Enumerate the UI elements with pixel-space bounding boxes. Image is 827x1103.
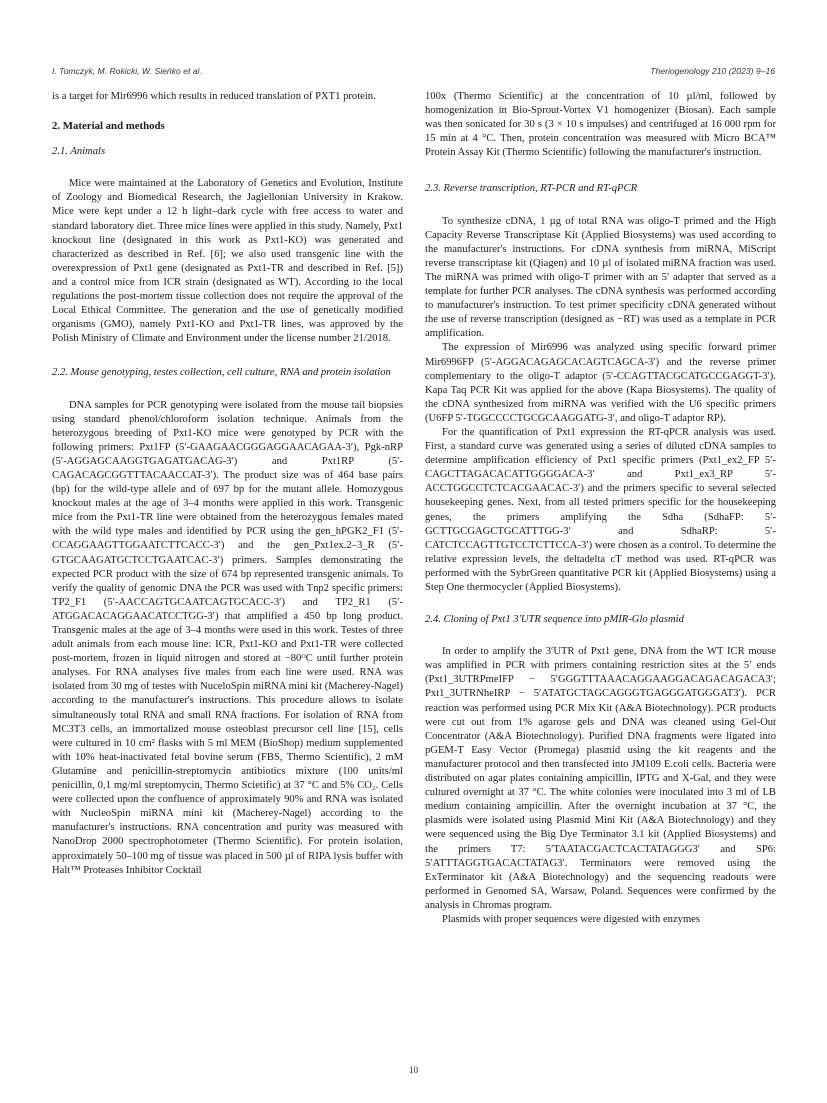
section-heading: 2. Material and methods (52, 120, 165, 133)
header-authors: I. Tomczyk, M. Rokicki, W. Sieńko et al. (52, 66, 202, 76)
paragraph-cloning-1: In order to amplify the 3′UTR of Pxt1 gene, DNA from the WT ICR mouse was amplified in PCR with primers containing restriction sites at the 5′ ends (Pxt1_3UTRPmeIFP − 5′GGGTTTAAACAGGAAGGACAGACAGACA3′; Pxt1_3UTRNheIRP − 5′ATATGCTAGCAGGGTGAGGGATGGGAT3′). PCR reaction was performed using PCR Mix Kit (A&A Biotechnology). PCR products were cut out from 1% agarose gels and DNA was cleaned using Gel-Out Concentrator (A&A Biotechnology). Purified DNA fragments were ligated into pGEM-T Easy Vector (Promega) plasmid using the kit reagents and the manufacturer protocol and then transfected into JM109 E.coli cells. Bacteria were distributed on agar plates containing ampicillin, IPTG and X-Gal, and they were cultured overnight at 37 °C. The white colonies were inoculated into 3 ml of LB medium containing ampicillin. After the overnight incubation at 37 °C, the plasmids were isolated using Plasmid Mini Kit (A&A Biotechnology) and they were sequenced using the Big Dye Terminator 3.1 kit (Applied Biosystems) and the primers T7: 5′TAATACGACTCACTATAGGG3′ and SP6: 5′ATTTAGGTGACACTATAG3′. Terminators were removed using the ExTerminator kit (A&A Biotechnology) and the sequencing readouts were performed in Genomed SA, Warsaw, Poland. Sequences were confirmed by the analysis in Chromas program. (425, 646, 776, 911)
left-column (52, 90, 403, 878)
paragraph-rt-1: To synthesize cDNA, 1 µg of total RNA was oligo-T primed and the High Capacity Reverse Transcriptase Kit (Applied Biosystems) was used according to the manufacturer's instructions. For cDNA synthesis from miRNA, MiScript reverse transcriptase kit (Qiagen) and 10 µl of isolated miRNA fraction was used. The miRNA was primed with oligo-T primer with an 5′ adapter that served as a template for further PCR analyses. The cDNA synthesis was performed according to manufacturer's instruction. To test primer specificity cDNA generated without the use of reverse transcription (designed as −RT) was used as a template in PCR amplification. (425, 215, 776, 340)
paragraph-protein-continued: 100x (Thermo Scientific) at the concentration of 10 µl/ml, followed by homogenization in Bio-Sprout-Vortex V1 homogenizer (Biosan). Each sample was then sonicated for 30 s (3 × 10 s impulses) and centrifuged at 16 000 rpm for 15 min at 4 °C. Then, protein concentration was measured with Micro BCA™ Protein Assay Kit (Thermo Scientific) following the manufacturer's instruction. (425, 91, 776, 159)
subsection-heading-cloning: 2.4. Cloning of Pxt1 3′UTR sequence into pMIR-Glo plasmid (425, 614, 684, 626)
page-number: 10 (409, 1065, 418, 1075)
paragraph-rt-3: For the quantification of Pxt1 expression the RT-qPCR analysis was used. First, a standard curve was generated using a series of diluted cDNA samples to determine amplification efficiency of Pxt1 specific primers (Pxt1_ex2_FP 5′-CAGCTTAGACACATTGGGGACA-3′ and Pxt1_ex3_RP 5′-ACCTGGCCTCTCACGAACAC-3′) and the primers specific to several selected housekeeping genes. Next, from all tested primers specific for the housekeeping genes, the primers amplifying the Sdha (SdhaFP: 5′-GCTTGCGAGCTGCATTTGG-3′ and SdhaRP: 5′-CATCTCCAGTTGTCCTCTTCCA-3′) were chosen as a control. To determine the relative expression levels, the deltadelta cT method was used. RT-qPCR was performed with the SybrGreen quantitative PCR kit (Applied Biosystems) using a Step One thermocycler (Applied Biosystems). (425, 426, 776, 593)
running-header (52, 66, 775, 80)
paragraph-animals: Mice were maintained at the Laboratory of Genetics and Evolution, Institute of Zoology and Biomedical Research, the Jagiellonian University in Krakow. Mice were kept under a 12 h light–dark cycle with free access to water and standard laboratory diet. Three mice lines were applied in this study. Namely, Pxt1 knockout line (designated in this work as Pxt1-KO) was generated and characterized as described in Ref. [6]; we also used transgenic line with the overexpression of Pxt1 gene (designated as Pxt1-TR and described in Ref. [5]) and a control mice from ICR strain (designated as WT). According to the local regulations the post-mortem tissue collection does not require the approval of the Local Ethical Committee. The generation and the use of genetically modified organisms (GMO), namely Pxt1-KO and Pxt1-TR lines, was approved by the Polish Ministry of Climate and Environment under the license number 21/2018. (52, 178, 403, 345)
right-column (425, 90, 776, 927)
subsection-heading-genotyping: 2.2. Mouse genotyping, testes collection, cell culture, RNA and protein isolation (52, 367, 391, 379)
paragraph-cloning-2: Plasmids with proper sequences were digested with enzymes (442, 913, 701, 925)
subsection-heading-animals: 2.1. Animals (52, 146, 106, 158)
paragraph-rt-2: The expression of Mir6996 was analyzed using specific forward primer Mir6996FP (5′-AGGACAGAGCACAGTCAGCA-3′) and the reverse primer complementary to the oligo-T adaptor (5′-CCAGTTACGCATGCCGAGGT-3′). Kapa Taq PCR Kit was applied for the above (Kapa Biosystems). The quality of the cDNA synthesized from miRNA was verified with the U6 specific primers (U6FP 5′-TGGCCCCTGCGCAAGGATG-3′, and oligo-T adaptor RP). (425, 342, 776, 424)
paragraph-genotyping: DNA samples for PCR genotyping were isolated from the mouse tail biopsies using standard phenol/chloroform isolation technique. Animals from the heterozygous breeding of Pxt1-KO mice were genotyped by PCR with the following primers: Pxt1FP (5′-GAAGAACGGGAGGAACAGAA-3′), Pgk-nRP (5′-AGGAGCAAGGTGAGATGACAG-3′) and Pxt1RP (5′-CAGACAGCGGTTTACAACCAT-3′). The product size was of 464 base pairs (bp) for the wild-type allele and of 697 bp for the mutant allele. Homozygous knockout males at the age of 3–4 months were applied in this work. Transgenic mice from the Pxt1-TR line were obtained from the heterozygous females mated with the wild type males and identified by PCR using the gen_hPGK2_F1 (5′-CCAGGAAGTTGGAATCTTCACC-3′) and the gen_Pxt1ex.2–3_R (5′-GTGCAAGATGCTCCTGAATCAC-3′) primers. Samples demonstrating the expected PCR product with the size of 674 bp represented transgenic animals. To verify the quality of genomic DNA the PCR was used with Tnp2 specific primers: TP2_F1 (5′-AACCAGTGCAATCAGTGCACC-3′) and TP2_R1 (5′-ATGGACACAGGAACATCCTGG-3′) that amplified a 450 bp long product. Transgenic males at the age of 3–4 months were used in this work. Testes of three adult animals from each mouse line: ICR, Pxt1-KO and Pxt1-TR were collected post-mortem, frozen in liquid nitrogen and stored at −80ᴼC until further protein analyses. For RNA analyses five males from each line were used. RNA was isolated from 30 mg of testes with NuceloSpin miRNA mini kit (Macherey-Nagel) according to the manufacturer's instructions. This procedure allows to isolate simultaneously total RNA and small RNA fractions. For isolation of RNA from MC3T3 cells, an immortalized mouse osteoblast precursor cell line [15], cells were cultured in 10 cm² flasks with 5 ml MEM (BioShop) medium supplemented with 10% heat-inactivated fetal bovine serum (FBS, Thermo Scientific), 2 mM Glutamine and penicillin-streptomycin antibiotics mixture (100 units/ml penicillin, 0,1 mg/ml streptomycin, Thermo Scietific) at 37 °C and 5% CO₂. Cells were collected upon the confluence of approximately 90% and RNA was isolated with NucleoSpin miRNA mini kit (Macherey-Nagel) according to the manufacturer's instructions. RNA concentration and purity was measured with NanoDrop 2000 spectrophotometer (Thermo Scientific). For protein isolation, approximately 50–100 mg of tissue was placed in 500 µl of RIPA lysis buffer with Halt™ Proteases Inhibitor Cocktail (52, 399, 403, 876)
header-journal: Theriogenology 210 (2023) 9–16 (650, 66, 775, 76)
subsection-heading-rt: 2.3. Reverse transcription, RT-PCR and RT-qPCR (425, 183, 638, 195)
intro-paragraph: is a target for Mir6996 which results in reduced translation of PXT1 protein. (52, 91, 376, 102)
